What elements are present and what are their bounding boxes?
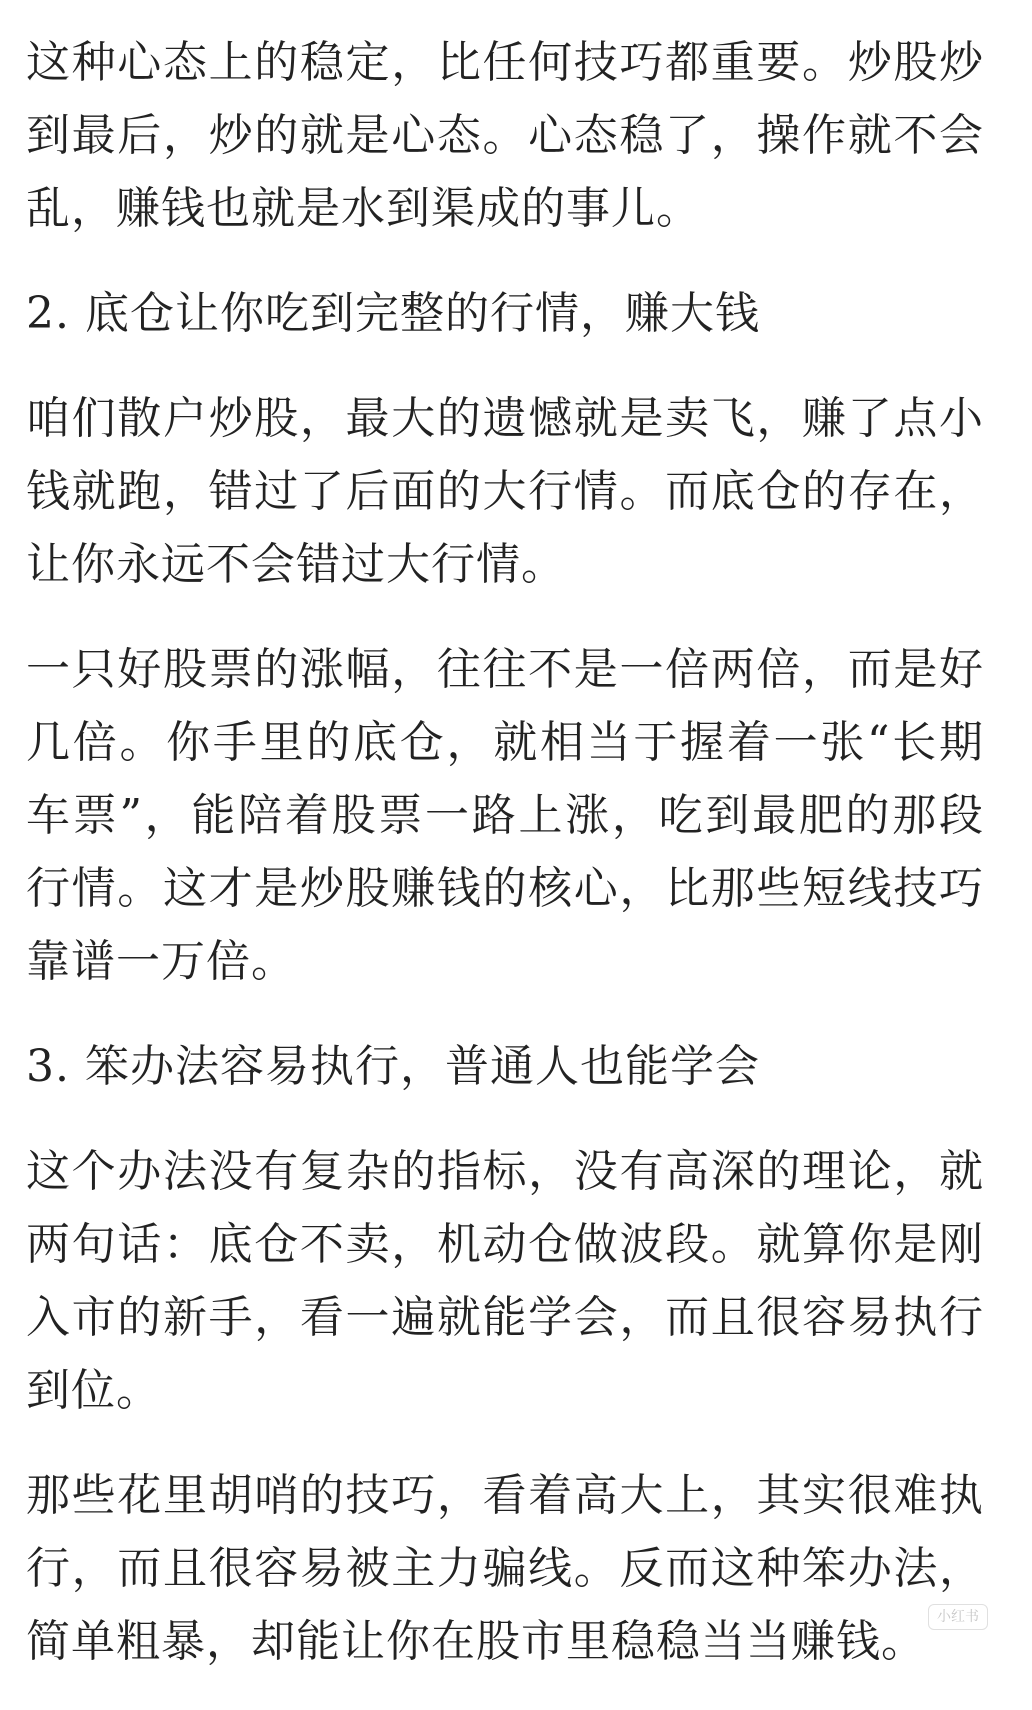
paragraph-retail-regret: 咱们散户炒股，最大的遗憾就是卖飞，赚了点小钱就跑，错过了后面的大行情。而底仓的存在，让你永远不会错过大行情。 [26, 393, 984, 590]
paragraph-simple-method: 这个办法没有复杂的指标，没有高深的理论，就两句话：底仓不卖，机动仓做波段。就算你是刚入市的新手，看一遍就能学会，而且很容易执行到位。 [26, 1146, 984, 1416]
paragraph-long-ticket: 一只好股票的涨幅，往往不是一倍两倍，而是好几倍。你手里的底仓，就相当于握着一张“长期车票”，能陪着股票一路上涨，吃到最肥的那段行情。这才是炒股赚钱的核心，比那些短线技巧靠谱一万倍。 [26, 644, 984, 987]
platform-watermark: 小红书 [928, 1604, 988, 1630]
section-heading-3: 3. 笨办法容易执行，普通人也能学会 [26, 1041, 760, 1092]
paragraph-mindset: 这种心态上的稳定，比任何技巧都重要。炒股炒到最后，炒的就是心态。心态稳了，操作就不会乱，赚钱也就是水到渠成的事儿。 [26, 37, 984, 234]
paragraph-fancy-tricks: 那些花里胡哨的技巧，看着高大上，其实很难执行，而且很容易被主力骗线。反而这种笨办法，简单粗暴，却能让你在股市里稳稳当当赚钱。 [26, 1470, 984, 1667]
section-heading-2: 2. 底仓让你吃到完整的行情，赚大钱 [26, 288, 760, 339]
article-body [26, 26, 984, 1710]
